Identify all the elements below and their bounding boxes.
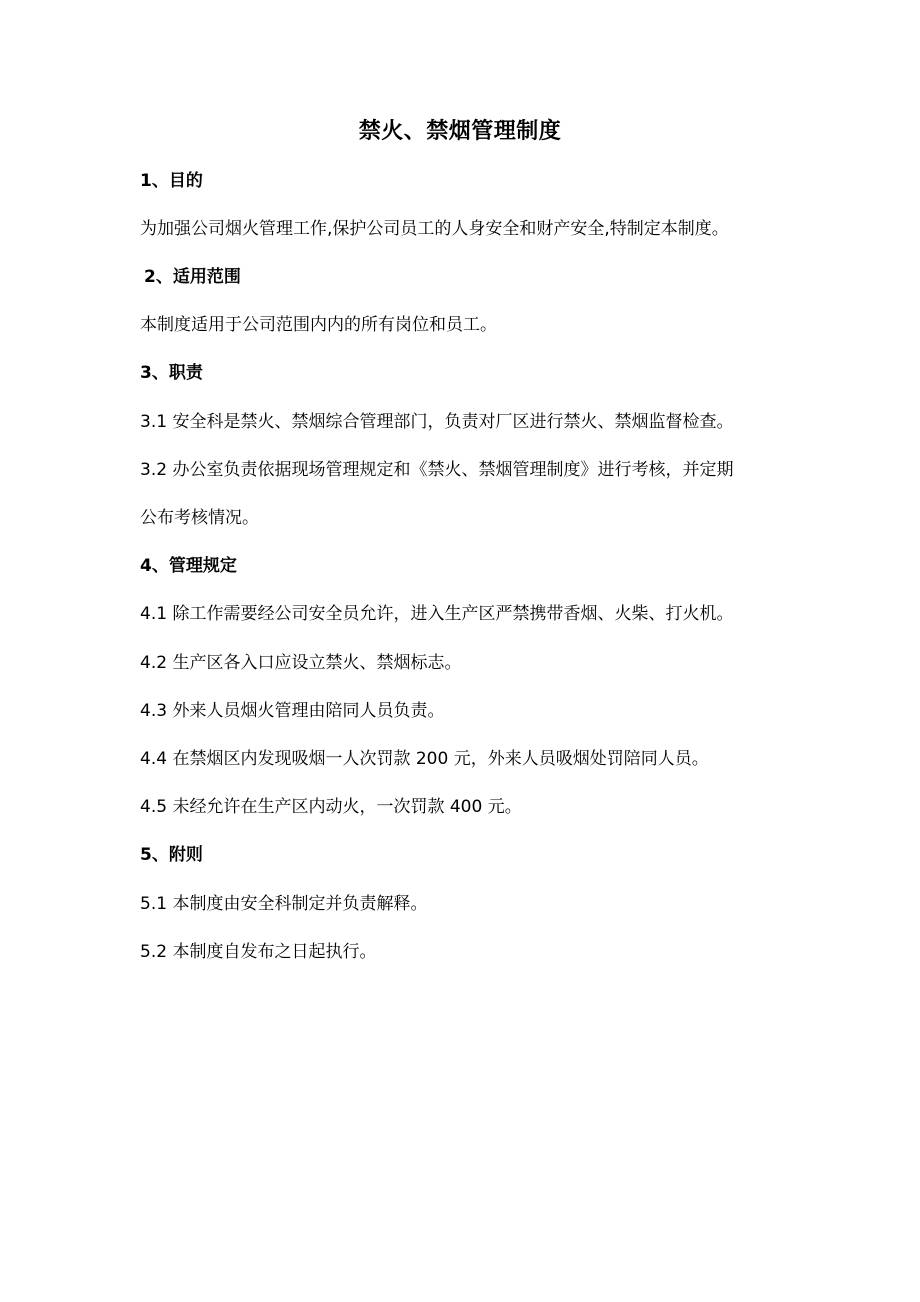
paragraph-regulation-4-1: 4.1 除工作需要经公司安全员允许，进入生产区严禁携带香烟、火柴、打火机。 bbox=[140, 604, 734, 624]
paragraph-scope: 本制度适用于公司范围内内的所有岗位和员工。 bbox=[140, 315, 497, 335]
paragraph-responsibility-3-1: 3.1 安全科是禁火、禁烟综合管理部门，负责对厂区进行禁火、禁烟监督检查。 bbox=[140, 412, 734, 432]
paragraph-regulation-4-3: 4.3 外来人员烟火管理由陪同人员负责。 bbox=[140, 701, 445, 721]
paragraph-supplementary-5-2: 5.2 本制度自发布之日起执行。 bbox=[140, 942, 377, 962]
section-heading-responsibilities: 3、职责 bbox=[140, 363, 203, 383]
paragraph-regulation-4-4: 4.4 在禁烟区内发现吸烟一人次罚款 200 元，外来人员吸烟处罚陪同人员。 bbox=[140, 749, 709, 769]
section-heading-purpose: 1、目的 bbox=[140, 171, 203, 191]
paragraph-regulation-4-5: 4.5 未经允许在生产区内动火，一次罚款 400 元。 bbox=[140, 797, 522, 817]
paragraph-regulation-4-2: 4.2 生产区各入口应设立禁火、禁烟标志。 bbox=[140, 653, 462, 673]
paragraph-purpose: 为加强公司烟火管理工作,保护公司员工的人身安全和财产安全,特制定本制度。 bbox=[140, 219, 729, 239]
paragraph-supplementary-5-1: 5.1 本制度由安全科制定并负责解释。 bbox=[140, 894, 428, 914]
paragraph-responsibility-3-2-cont: 公布考核情况。 bbox=[140, 508, 259, 528]
paragraph-responsibility-3-2: 3.2 办公室负责依据现场管理规定和《禁火、禁烟管理制度》进行考核，并定期 bbox=[140, 460, 734, 480]
section-heading-regulations: 4、管理规定 bbox=[140, 556, 237, 576]
document-title: 禁火、禁烟管理制度 bbox=[358, 119, 562, 144]
section-heading-scope: 2、适用范围 bbox=[144, 267, 241, 287]
section-heading-supplementary: 5、附则 bbox=[140, 845, 203, 865]
